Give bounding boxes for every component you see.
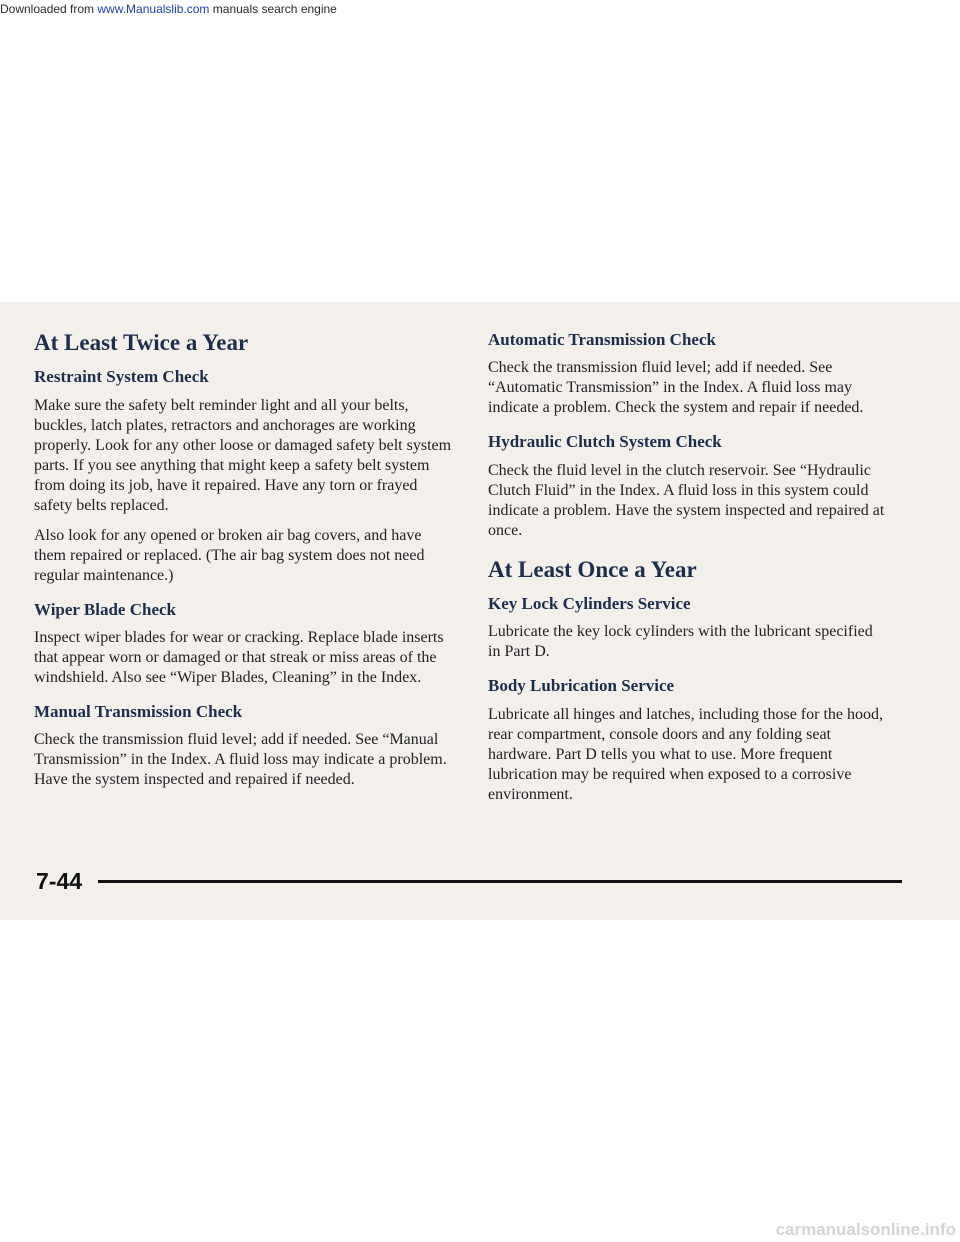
- manual-transmission-check-title: Manual Transmission Check: [34, 702, 243, 722]
- wiper-blade-check-title: Wiper Blade Check: [34, 599, 176, 619]
- manualslib-link[interactable]: www.Manualslib.com: [97, 2, 210, 16]
- restraint-system-check-title: Restraint System Check: [34, 367, 209, 387]
- hydraulic-clutch-check-paragraph: Check the fluid level in the clutch reservoir. See “Hydraulic Clutch Fluid” in the Index. A fluid loss in this system could indicate a problem. Have the system inspected and repaired at once.: [488, 461, 885, 539]
- body-lubrication-service-paragraph: Lubricate all hinges and latches, including those for the hood, rear compartment, console doors and any folding seat hardware. Part D tells you what to use. More frequent lubrication may be required when exposed to a corrosive environment.: [488, 705, 883, 803]
- automatic-transmission-check-paragraph: Check the transmission fluid level; add if needed. See “Automatic Transmission” in the Index. A fluid loss may indicate a problem. Check the system and repair if needed.: [488, 359, 864, 417]
- download-banner-suffix: manuals search engine: [209, 2, 337, 16]
- left-column: [34, 330, 454, 800]
- restraint-system-check-paragraph-2: Also look for any opened or broken air bag covers, and have them repaired or replaced. (The air bag system does not need regular maintenance.): [34, 526, 425, 584]
- body-lubrication-service-title: Body Lubrication Service: [488, 676, 675, 696]
- key-lock-cylinders-service-paragraph: Lubricate the key lock cylinders with the lubricant specified in Part D.: [488, 623, 873, 661]
- restraint-system-check-paragraph-1: Make sure the safety belt reminder light and all your belts, buckles, latch plates, retractors and anchorages are working properly. Look for any other loose or damaged safety belt system parts. If you see anything that might keep a safety belt system from doing its job, have it repaired. Have any torn or frayed safety belts replaced.: [34, 396, 452, 514]
- page-footer: [36, 866, 902, 896]
- section-heading-once-a-year: At Least Once a Year: [488, 556, 697, 582]
- section-heading-twice-a-year: At Least Twice a Year: [34, 330, 249, 355]
- hydraulic-clutch-check-title: Hydraulic Clutch System Check: [488, 432, 722, 452]
- wiper-blade-check-paragraph: Inspect wiper blades for wear or cracking. Replace blade inserts that appear worn or damaged or that streak or miss areas of the windshield. Also see “Wiper Blades, Cleaning” in the Index.: [34, 629, 444, 687]
- footer-rule: [98, 880, 902, 883]
- automatic-transmission-check-title: Automatic Transmission Check: [488, 330, 716, 349]
- watermark: carmanualsonline.info: [775, 1220, 956, 1239]
- download-banner: [0, 0, 337, 18]
- right-column: [488, 330, 888, 815]
- download-banner-prefix: Downloaded from: [0, 2, 98, 16]
- page-number: 7-44: [36, 868, 83, 894]
- manual-transmission-check-paragraph: Check the transmission fluid level; add if needed. See “Manual Transmission” in the Index. A fluid loss may indicate a problem. Have the system inspected and repaired if needed.: [34, 731, 447, 789]
- key-lock-cylinders-service-title: Key Lock Cylinders Service: [488, 594, 691, 614]
